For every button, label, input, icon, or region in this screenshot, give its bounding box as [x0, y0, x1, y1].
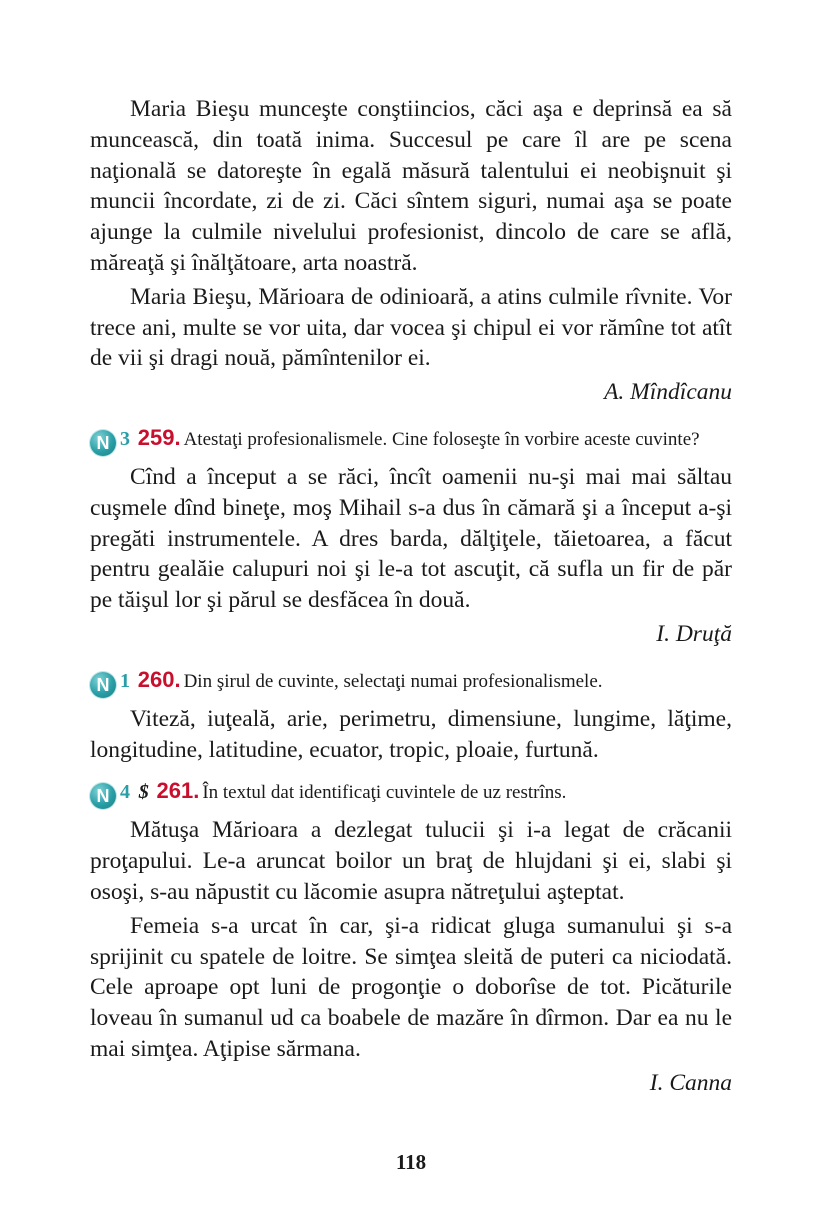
author-attribution: A. Mîndîcanu [604, 379, 732, 406]
author-attribution: I. Canna [649, 1069, 732, 1096]
exercise-261 [90, 777, 732, 809]
n-circle-icon: N [90, 783, 116, 809]
exercise-instruction: În textul dat identificaţi cuvintele de uz restrîns. [202, 782, 567, 804]
dollar-icon: $ [138, 781, 149, 804]
exercise-259 [90, 424, 732, 456]
exercise-number: 260. [137, 666, 181, 692]
page-content [90, 94, 732, 1099]
exercise-instruction: Din şirul de cuvinte, selectaţi numai profesionalismele. [183, 670, 603, 692]
n-circle-icon: N [90, 430, 116, 456]
exercise-instruction: Atestaţi profesionalismele. Cine foloseşte în vorbire aceste cuvinte? [183, 428, 700, 450]
paragraph: Mătuşa Mărioara a dezlegat tulucii şi i-a legat de crăcanii proţapului. Le-a aruncat boilor un braţ de hlujdani şi ei, slabi şi osoşi, s-au năpustit cu lăcomie asupra nătreţului aşteptat. [90, 817, 732, 905]
paragraph: Maria Bieşu munceşte conştiincios, căci aşa e deprinsă ea să muncească, din toată inima. Succesul pe care îl are pe scena naţională se datoreşte în egală măsură talentului ei neobişnuit şi muncii încordate, zi de zi. Căci sîntem siguri, numai aşa se poate ajunge la culmile nivelului profesionist, dincolo de care se află, măreaţă şi înălţătoare, arta noastră. [90, 96, 732, 276]
difficulty-level: 4 [120, 781, 130, 804]
exercise-260 [90, 666, 732, 698]
author-attribution: I. Druţă [656, 620, 732, 647]
difficulty-level: 1 [120, 669, 130, 692]
paragraph: Cînd a început a se răci, încît oamenii nu-şi mai mai săltau cuşmele dînd bineţe, moş Mihail s-a dus în cămară şi a început a-şi pregăti instrumentele. A dres barda, dălţiţele, tăietoarea, a făcut pentru gealăie calupuri noi şi le-a tot ascuţit, că sufla un fir de păr pe tăişul lor şi părul se desfăcea în două. [90, 463, 732, 614]
paragraph: Maria Bieşu, Mărioara de odinioară, a atins culmile rîvnite. Vor trece ani, multe se vor uita, dar vocea şi chipul ei vor rămîne tot atît de vii şi dragi nouă, pămîntenilor ei. [90, 283, 732, 372]
paragraph: Femeia s-a urcat în car, şi-a ridicat gluga sumanului şi s-a sprijinit cu spatele de loitre. Se simţea sleită de puteri ca niciodată. Cele aproape opt luni de progonţie o doborîse de tot. Picăturile loveau în sumanul ud ca boabele de mazăre în dîrmon. Dar ea nu le mai simţea. Aţipise sărmana. [90, 912, 732, 1062]
page-number: 118 [395, 1150, 427, 1174]
paragraph: Viteză, iuţeală, arie, perimetru, dimensiune, lungime, lăţime, longitudine, latitudine, ecuator, tropic, ploaie, furtună. [90, 705, 732, 763]
exercise-number: 259. [137, 424, 181, 450]
difficulty-level: 3 [120, 427, 130, 450]
exercise-number: 261. [156, 778, 200, 804]
n-circle-icon: N [90, 672, 116, 698]
